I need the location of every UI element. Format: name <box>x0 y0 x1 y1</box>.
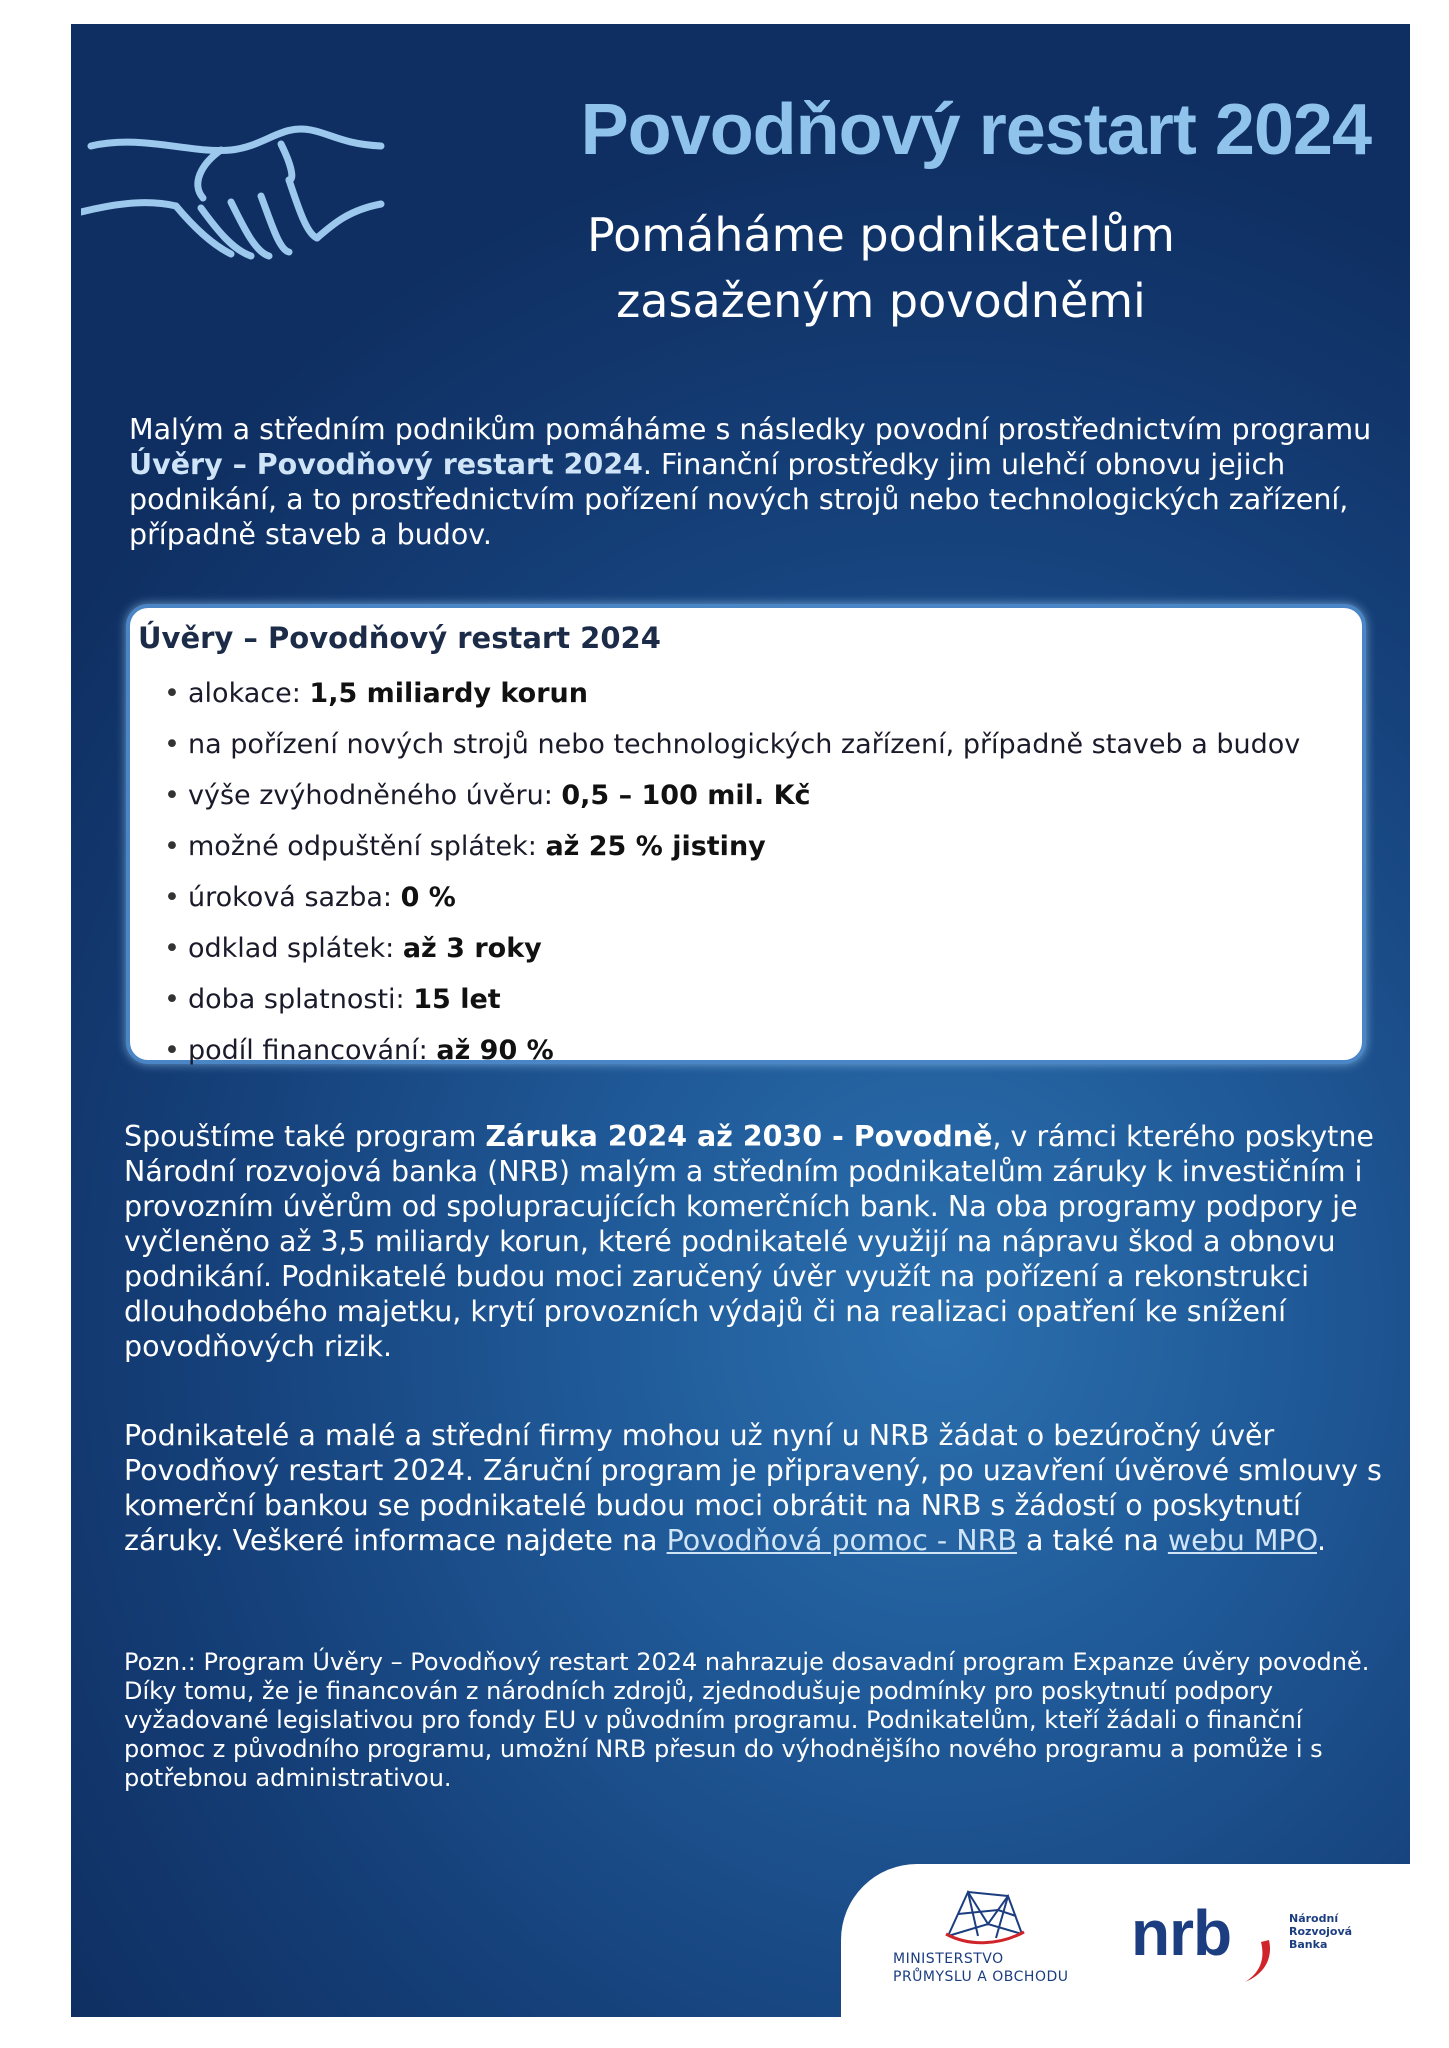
subtitle-line: Pomáháme podnikatelům <box>587 208 1175 262</box>
paragraph-text: a také na <box>1016 1524 1168 1557</box>
handshake-icon <box>81 84 391 284</box>
item-value: až 3 roky <box>402 933 542 964</box>
list-item-forgiveness <box>168 821 1352 872</box>
intro-paragraph <box>129 412 1379 552</box>
item-label: výše zvýhodněného úvěru: <box>188 780 562 811</box>
nrb-wordmark: nrb <box>1131 1897 1232 1969</box>
nrb-fullname-line: Národní <box>1289 1912 1339 1925</box>
item-value: až 90 % <box>436 1035 554 1066</box>
item-label: úroková sazba: <box>188 882 401 913</box>
item-label: alokace: <box>188 678 310 709</box>
item-label: možné odpuštění splátek: <box>188 831 546 862</box>
footnote: Pozn.: Program Úvěry – Povodňový restart 2024 nahrazuje dosavadní program Expanze úvěry povodně. Díky tomu, že je financován z národních zdrojů, zjednodušuje podmínky pro poskytnutí podpory vyžadované legislativou pro fondy EU v původním programu. Podnikatelům, kteří žádali o finanční pomoc z původního programu, umožní NRB přesun do výhodnějšího nového programu a pomůže i s potřebnou administrativou. <box>124 1648 1370 1792</box>
list-item-allocation <box>168 668 1352 719</box>
nrb-fullname <box>1289 1912 1352 1951</box>
list-item-interest-rate <box>168 872 1352 923</box>
item-label: doba splatnosti: <box>188 984 414 1015</box>
item-value: 0 % <box>400 882 456 913</box>
guarantee-paragraph <box>124 1119 1389 1364</box>
item-value: až 25 % jistiny <box>545 831 766 862</box>
nrb-fullname-line: Rozvojová <box>1289 1925 1353 1938</box>
nrb-logo <box>1131 1897 1371 1996</box>
item-label: odklad splátek: <box>188 933 403 964</box>
program-info-box <box>126 604 1366 1064</box>
list-item-loan-amount <box>168 770 1352 821</box>
guarantee-program-name: Záruka 2024 až 2030 - Povodně <box>485 1120 993 1153</box>
paragraph-text: Podnikatelé a malé a střední firmy mohou už nyní u NRB žádat o bezúročný úvěr Povodňový restart 2024. Záruční program je připravený, po uzavření úvěrové smlouvy s komerční bankou se podnikatelé budou moci obrátit na NRB s žádostí o poskytnutí záruky. Veškeré informace najdete na <box>124 1419 1382 1557</box>
nrb-fullname-line: Banka <box>1289 1938 1328 1951</box>
application-paragraph <box>124 1418 1389 1558</box>
subtitle-line: zasaženým povodněmi <box>616 274 1146 328</box>
nrb-flood-aid-link[interactable]: Povodňová pomoc - NRB <box>666 1524 1017 1557</box>
logo-bar <box>841 1864 1410 2017</box>
list-item-purpose <box>168 719 1352 770</box>
mpo-web-link[interactable]: webu MPO <box>1167 1524 1317 1557</box>
mpo-logo <box>893 1884 1073 2014</box>
program-params-list <box>138 668 1352 1076</box>
paragraph-text: . <box>1316 1524 1327 1557</box>
page-subtitle <box>491 202 1271 334</box>
item-value: 0,5 – 100 mil. Kč <box>561 780 811 811</box>
list-item-maturity <box>168 974 1352 1025</box>
mpo-name-line: PRŮMYSLU A OBCHODU <box>893 1969 1069 1985</box>
item-value: 1,5 miliardy korun <box>309 678 588 709</box>
intro-text: Malým a středním podnikům pomáháme s následky povodní prostřednictvím programu <box>129 413 1372 446</box>
list-item-deferral <box>168 923 1352 974</box>
nrb-swoosh-icon <box>1243 1938 1277 1984</box>
item-value: 15 let <box>413 984 501 1015</box>
flyer-poster <box>71 24 1410 2017</box>
intro-program-name: Úvěry – Povodňový restart 2024 <box>129 448 643 481</box>
mpo-name-line: MINISTERSTVO <box>893 1951 1004 1967</box>
item-label: na pořízení nových strojů nebo technologických zařízení, případně staveb a budov <box>188 729 1301 760</box>
page-title: Povodňový restart 2024 <box>580 90 1371 170</box>
intro-text: . Finanční prostředky jim ulehčí obnovu jejich podnikání, a to prostřednictvím pořízení nových strojů nebo technologických zařízení, případně staveb a budov. <box>129 448 1349 551</box>
paragraph-text: , v rámci kterého poskytne Národní rozvojová banka (NRB) malým a středním podnikatelům záruky k investičním i provozním úvěrům od spolupracujících komerčních bank. Na oba programy podpory je vyčleněno až 3,5 miliardy korun, které podnikatelé využijí na nápravu škod a obnovu podnikání. Podnikatelé budou moci zaručený úvěr využít na pořízení a rekonstrukci dlouhodobého majetku, krytí provozních výdajů či na realizaci opatření ke snížení povodňových rizik. <box>124 1120 1374 1363</box>
box-title: Úvěry – Povodňový restart 2024 <box>138 621 661 655</box>
item-label: podíl financování: <box>188 1035 437 1066</box>
mpo-name <box>893 1950 1069 1986</box>
list-item-financing-share <box>168 1025 1352 1076</box>
mpo-globe-icon <box>938 1884 1028 1946</box>
paragraph-text: Spouštíme také program <box>124 1120 486 1153</box>
